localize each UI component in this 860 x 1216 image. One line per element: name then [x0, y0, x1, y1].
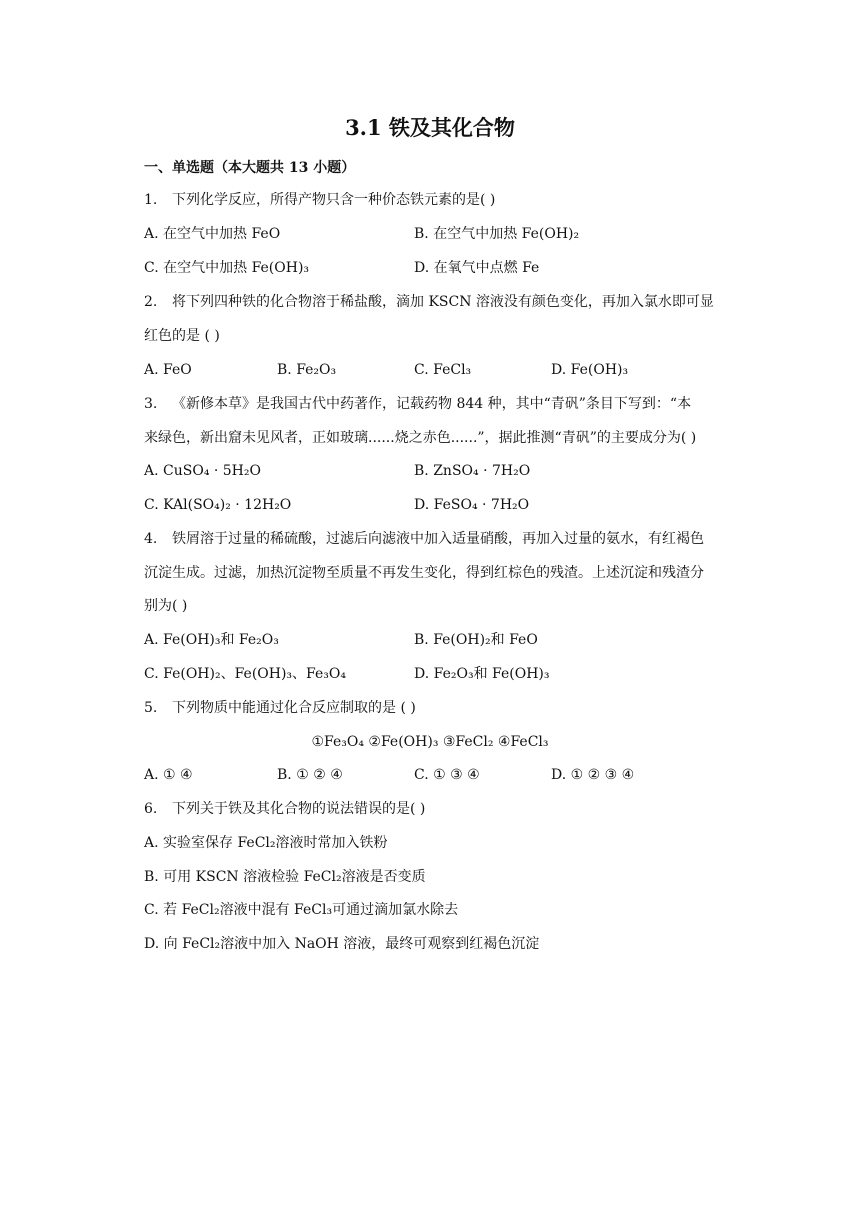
question-4-continued-2: 别为( )	[144, 598, 188, 614]
option-a[interactable]: A. ① ④	[144, 767, 193, 783]
question-number: 6.	[144, 801, 158, 817]
question-4-continued-1: 沉淀生成。过滤，加热沉淀物至质量不再发生变化，得到红棕色的残渣。上述沉淀和残渣分	[144, 565, 704, 581]
question-5-options	[144, 765, 764, 785]
question-3-options-row-2	[144, 495, 764, 515]
option-b[interactable]: B. Fe(OH)₂和 FeO	[414, 632, 538, 648]
question-4	[144, 529, 704, 549]
option-b[interactable]: B. 可用 KSCN 溶液检验 FeCl₂溶液是否变质	[144, 869, 426, 885]
question-2	[144, 292, 714, 312]
option-d[interactable]: D. ① ② ③ ④	[551, 767, 635, 783]
question-number: 4.	[144, 531, 158, 547]
option-d[interactable]: D. Fe(OH)₃	[551, 362, 629, 378]
question-number: 5.	[144, 700, 158, 716]
option-a[interactable]: A. 在空气中加热 FeO	[144, 226, 281, 242]
option-c[interactable]: C. Fe(OH)₂、Fe(OH)₃、Fe₃O₄	[144, 666, 346, 682]
option-a[interactable]: A. Fe(OH)₃和 Fe₂O₃	[144, 632, 279, 648]
question-3-options-row-1	[144, 461, 764, 481]
option-c[interactable]: C. ① ③ ④	[414, 767, 480, 783]
option-d[interactable]: D. FeSO₄ · 7H₂O	[414, 497, 530, 513]
option-b[interactable]: B. ZnSO₄ · 7H₂O	[414, 463, 531, 479]
question-2-options	[144, 360, 764, 380]
question-5	[144, 698, 416, 718]
question-1	[144, 190, 495, 210]
question-1-options-row-1	[144, 224, 764, 244]
question-stem: 下列化学反应，所得产物只含一种价态铁元素的是( )	[172, 192, 496, 208]
option-b[interactable]: B. Fe₂O₃	[277, 362, 337, 378]
question-2-continued: 红色的是 ( )	[144, 328, 220, 344]
question-5-substances: ①Fe₃O₄ ②Fe(OH)₃ ③FeCl₂ ④FeCl₃	[311, 734, 549, 750]
section-heading: 一、单选题（本大题共 13 小题）	[144, 160, 356, 176]
question-number: 2.	[144, 294, 158, 310]
question-4-options-row-1	[144, 630, 764, 650]
option-c[interactable]: C. FeCl₃	[414, 362, 472, 378]
option-d[interactable]: D. 在氧气中点燃 Fe	[414, 260, 540, 276]
question-stem: 下列关于铁及其化合物的说法错误的是( )	[172, 801, 426, 817]
question-3	[144, 394, 691, 414]
option-a[interactable]: A. CuSO₄ · 5H₂O	[144, 463, 261, 479]
question-stem: 将下列四种铁的化合物溶于稀盐酸，滴加 KSCN 溶液没有颜色变化，再加入氯水即可显	[172, 294, 714, 310]
option-b[interactable]: B. 在空气中加热 Fe(OH)₂	[414, 226, 580, 242]
option-a[interactable]: A. FeO	[144, 362, 192, 378]
option-b[interactable]: B. ① ② ④	[277, 767, 343, 783]
question-1-options-row-2	[144, 258, 764, 278]
option-c[interactable]: C. 若 FeCl₂溶液中混有 FeCl₃可通过滴加氯水除去	[144, 902, 459, 918]
question-stem: 铁屑溶于过量的稀硫酸，过滤后向滤液中加入适量硝酸，再加入过量的氨水，有红褐色	[172, 531, 704, 547]
option-d[interactable]: D. 向 FeCl₂溶液中加入 NaOH 溶液，最终可观察到红褐色沉淀	[144, 936, 540, 952]
option-a[interactable]: A. 实验室保存 FeCl₂溶液时常加入铁粉	[144, 835, 388, 851]
question-6	[144, 799, 425, 819]
question-4-options-row-2	[144, 664, 764, 684]
question-number: 1.	[144, 192, 158, 208]
question-stem: 下列物质中能通过化合反应制取的是 ( )	[172, 700, 416, 716]
question-number: 3.	[144, 396, 158, 412]
question-stem: 《新修本草》是我国古代中药著作，记载药物 844 种，其中“青矾”条目下写到：“本	[172, 396, 692, 412]
question-3-continued: 来绿色，新出窟未见风者，正如玻璃......烧之赤色......”，据此推测“青矾”的主要成分为( )	[144, 430, 697, 446]
option-c[interactable]: C. KAl(SO₄)₂ · 12H₂O	[144, 497, 292, 513]
option-c[interactable]: C. 在空气中加热 Fe(OH)₃	[144, 260, 310, 276]
option-d[interactable]: D. Fe₂O₃和 Fe(OH)₃	[414, 666, 550, 682]
page-title: 3.1 铁及其化合物	[345, 115, 515, 140]
